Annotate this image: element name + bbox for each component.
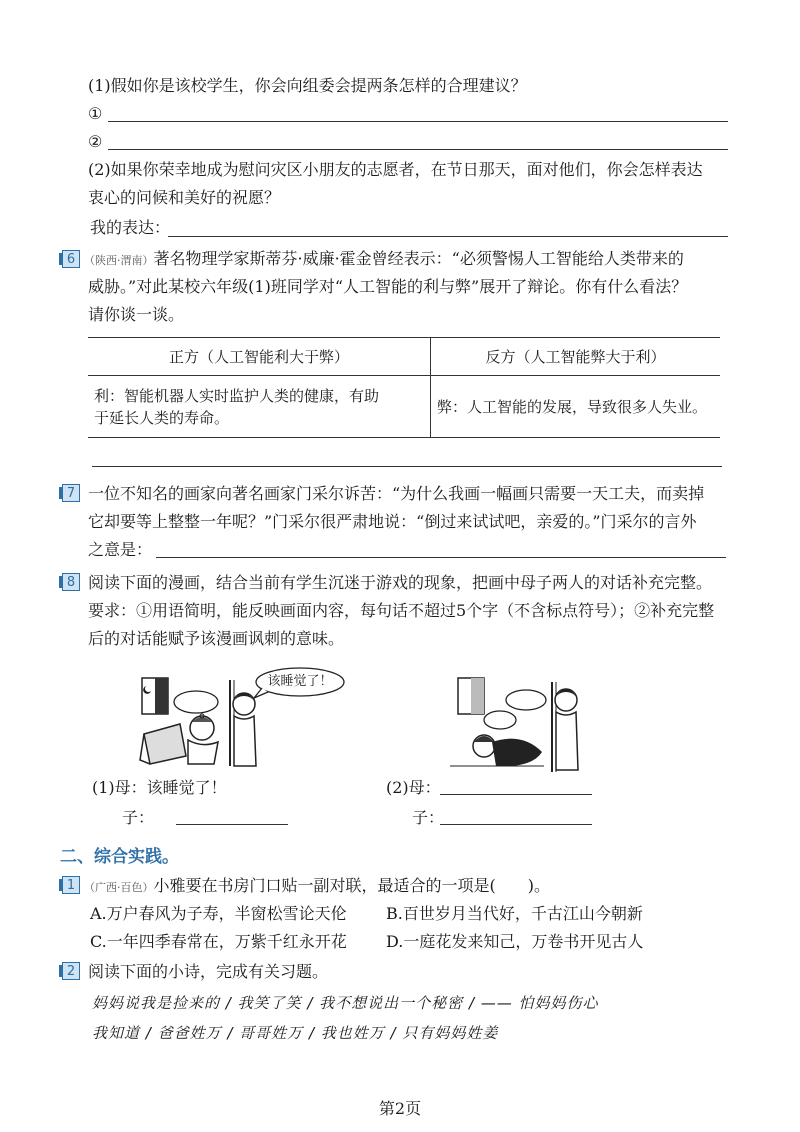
answer-line[interactable] [176,824,288,825]
poem-line-1: 妈妈说我是捡来的 / 我笑了笑 / 我不想说出一个秘密 / —— 怕妈妈伤心 [92,994,599,1012]
q6-line2: 威胁。”对此某校六年级(1)班同学对“人工智能的利与弊”展开了辩论。你有什么看法？ [88,277,688,296]
dialogue-1-son-label: 子： [122,808,155,827]
table-cell-pro [88,376,431,438]
q6-line3: 请你谈一谈。 [88,305,185,324]
page-number: 第2页 [378,1099,422,1118]
table-cell-pro-line2: 于延长人类的寿命。 [94,408,230,427]
option-a: A.万户春风为子寿，半窗松雪论天伦 [90,904,347,923]
dialogue-1-mother: (1)母：该睡觉了！ [92,778,227,797]
q8-line2: 要求：①用语简明，能反映画面内容，每句话不超过5个字（不含标点符号）；②补充完整 [88,601,715,620]
answer-line[interactable] [156,557,726,558]
table-header-pro: 正方（人工智能利大于弊） [88,338,431,376]
q8-line3: 后的对话能赋予该漫画讽刺的意味。 [88,629,345,648]
p1-stem-text: 小雅要在书房门口贴一副对联，最适合的一项是( )。 [153,876,550,895]
cartoon-2-drawing [440,676,590,776]
question-number-badge: 6 [62,250,80,268]
table-cell-con: 弊：人工智能的发展，导致很多人失业。 [431,376,721,438]
q5-expr-label: 我的表达： [90,218,171,237]
table-header-con: 反方（人工智能弊大于利） [431,338,721,376]
q5-sub1: (1)假如你是该校学生，你会向组委会提两条怎样的合理建议？ [88,76,527,95]
q5-mark-2: ② [88,132,103,151]
poem-line-2: 我知道 / 爸爸姓万 / 哥哥姓万 / 我也姓万 / 只有妈妈姓姜 [92,1024,499,1042]
q7-line2: 它却要等上整整一年呢？”门采尔很严肃地说：“倒过来试试吧，亲爱的。”门采尔的言外 [88,512,697,531]
q7-line1: 一位不知名的画家向著名画家门采尔诉苦：“为什么我画一幅画只需要一天工夫，而卖掉 [88,484,705,503]
answer-line[interactable] [108,121,728,122]
q6-line1 [84,247,684,273]
region-tag: （广西·百色） [84,881,154,894]
question-number-badge: 8 [62,573,80,591]
debate-table [88,337,720,438]
dialogue-2-mother-label: (2)母： [386,778,441,797]
answer-line[interactable] [92,466,722,467]
question-number-badge: 1 [62,876,80,894]
question-number-badge: 2 [62,962,80,980]
q5-sub2-line1: (2)如果你荣幸地成为慰问灾区小朋友的志愿者，在节日那天，面对他们，你会怎样表达 [88,160,703,179]
option-b: B.百世岁月当代好，千古江山今朝新 [386,904,643,923]
table-cell-pro-line1: 利：智能机器人实时监护人类的健康，有助 [94,386,380,405]
dialogue-2-son-label: 子： [412,808,445,827]
q6-line1-text: 著名物理学家斯蒂芬·威廉·霍金曾经表示：“必须警惕人工智能给人类带来的 [153,249,684,268]
answer-line[interactable] [440,824,592,825]
p1-stem [84,874,550,900]
q5-mark-1: ① [88,104,103,123]
region-tag: （陕西·渭南） [84,254,154,267]
answer-line[interactable] [440,794,592,795]
cartoon-2 [440,676,590,776]
q8-line1: 阅读下面的漫画，结合当前有学生沉迷于游戏的现象，把画中母子两人的对话补充完整。 [88,573,713,592]
option-d: D.一庭花发来知己，万卷书开见古人 [386,932,644,951]
p2-stem: 阅读下面的小诗，完成有关习题。 [88,962,329,981]
section-title: 二、综合实践。 [60,847,179,867]
cartoon-1 [130,662,360,772]
q7-line3: 之意是： [88,540,153,559]
q5-sub2-line2: 衷心的问候和美好的祝愿？ [88,188,281,207]
answer-line[interactable] [168,236,728,237]
table-header-row [88,338,720,376]
speech-bubble-text: 该睡觉了！ [267,674,333,689]
option-c: C.一年四季春常在，万紫千红永开花 [90,932,347,951]
answer-line[interactable] [108,149,728,150]
question-number-badge: 7 [62,484,80,502]
table-row [88,376,720,438]
